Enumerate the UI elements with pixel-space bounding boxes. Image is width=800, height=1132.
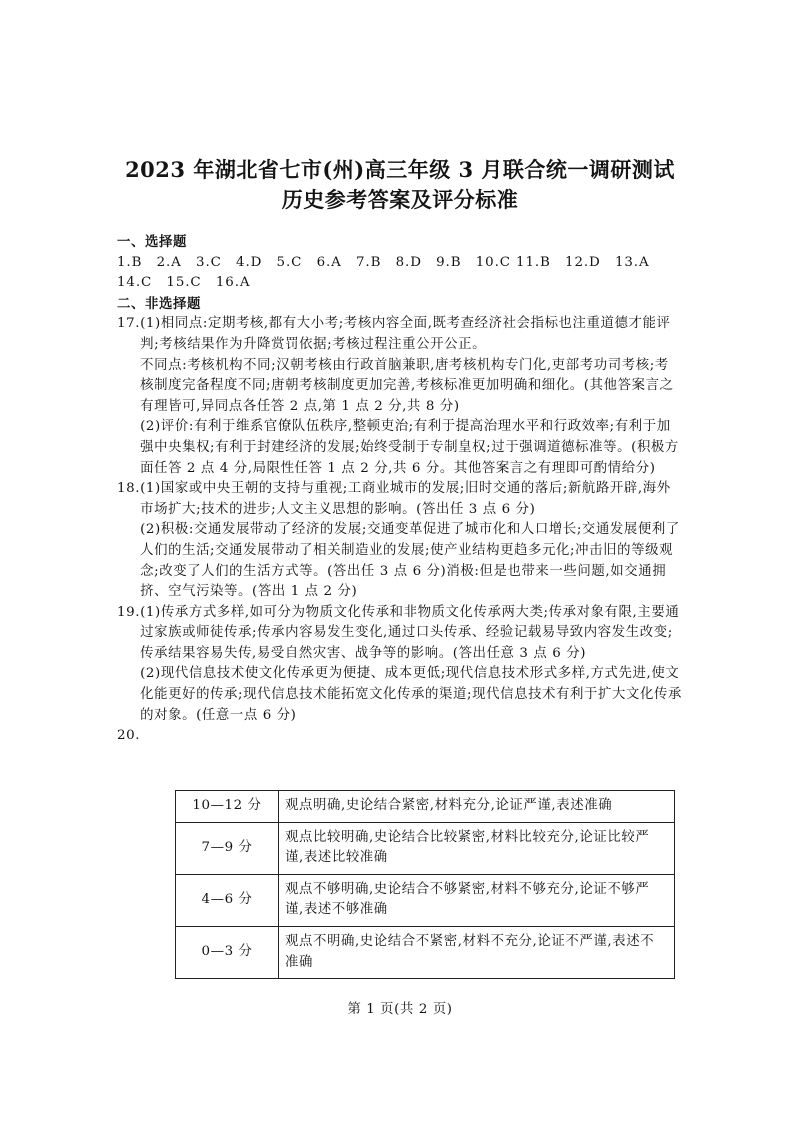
rubric-score: 0—3 分 [176, 926, 279, 978]
rubric-description: 观点比较明确,史论结合比较紧密,材料比较充分,论证比较严谨,表述比较准确 [279, 822, 675, 874]
question-number: 17. [117, 316, 141, 332]
question-18 [117, 479, 682, 603]
question-18-part-1: (1)国家或中央王朝的支持与重视;工商业城市的发展;旧时交通的落后;新航路开辟,海外市场扩大;技术的进步;人文主义思想的影响。(答出任 3 点 6 分) [140, 481, 671, 517]
table-row [176, 874, 675, 926]
document-subtitle: 历史参考答案及评分标准 [281, 187, 519, 212]
rubric-score: 10—12 分 [176, 791, 279, 823]
rubric-description: 观点明确,史论结合紧密,材料充分,论证严谨,表述准确 [279, 791, 675, 823]
table-row [176, 926, 675, 978]
rubric-score: 4—6 分 [176, 874, 279, 926]
question-20-number: 20. [117, 728, 141, 744]
question-19-part-2: (2)现代信息技术使文化传承更为便捷、成本更低;现代信息技术形式多样,方式先进,使文化能更好的传承;现代信息技术能拓宽文化传承的渠道;现代信息技术有利于扩大文化传承的对象。(任意一点 6 分) [140, 666, 682, 723]
section-heading-non-multiple-choice: 二、非选择题 [117, 295, 201, 312]
question-19 [117, 603, 682, 727]
table-row [176, 822, 675, 874]
multiple-choice-answers-line-1: 1.B 2.A 3.C 4.D 5.C 6.A 7.B 8.D 9.B 10.C 11.B 12.D 13.A [117, 254, 650, 270]
answer-content [117, 232, 682, 747]
question-18-part-2: (2)积极:交通发展带动了经济的发展;交通变革促进了城市化和人口增长;交通发展便利了人们的生活;交通发展带动了相关制造业的发展;使产业结构更趋多元化;冲击旧的等级观念;改变了人们的生活方式等。(答出任 3 点 6 分)消极:但是也带来一些问题,如交通拥挤、空气污染等。(答出 1 点 2 分) [140, 522, 680, 600]
question-17-part-2: (2)评价:有利于维系官僚队伍秩序,整顿吏治;有利于提高治理水平和行政效率;有利于加强中央集权;有利于封建经济的发展;始终受制于专制皇权;过于强调道德标准等。(积极方面任答 2 点 4 分,局限性任答 1 点 2 分,共 6 分。其他答案言之有理即可酌情给分) [140, 419, 679, 476]
section-heading-multiple-choice: 一、选择题 [117, 234, 187, 250]
table-row [176, 791, 675, 823]
question-17 [117, 314, 682, 479]
question-number: 18. [117, 481, 141, 497]
question-17-part-1: (1)相同点:定期考核,都有大小考;考核内容全面,既考查经济社会指标也注重道德才能评判;考核结果作为升降赏罚依据;考核过程注重公开公正。 [140, 316, 671, 352]
multiple-choice-answers-line-2: 14.C 15.C 16.A [117, 275, 251, 291]
rubric-description: 观点不够明确,史论结合不够紧密,材料不够充分,论证不够严谨,表述不够准确 [279, 874, 675, 926]
question-17-differences: 不同点:考核机构不同;汉朝考核由行政首脑兼职,唐考核机构专门化,吏部考功司考核;考核制度完备程度不同;唐朝考核制度更加完善,考核标准更加明确和细化。(其他答案言之有理皆可,异同点各任答 2 点,第 1 点 2 分,共 8 分) [140, 357, 674, 414]
page-number: 第 1 页(共 2 页) [347, 1002, 453, 1017]
rubric-score: 7—9 分 [176, 822, 279, 874]
question-19-part-1: (1)传承方式多样,如可分为物质文化传承和非物质文化传承两大类;传承对象有限,主要通过家族或师徒传承;传承内容易发生变化,通过口头传承、经验记载易导致内容发生改变;传承结果容易失传,易受自然灾害、战争等的影响。(答出任意 3 点 6 分) [140, 604, 680, 661]
question-number: 19. [117, 604, 141, 620]
document-title: 2023 年湖北省七市(州)高三年级 3 月联合统一调研测试 [125, 157, 675, 182]
question-20-rubric-table [175, 790, 675, 979]
rubric-description: 观点不明确,史论结合不紧密,材料不充分,论证不严谨,表述不准确 [279, 926, 675, 978]
